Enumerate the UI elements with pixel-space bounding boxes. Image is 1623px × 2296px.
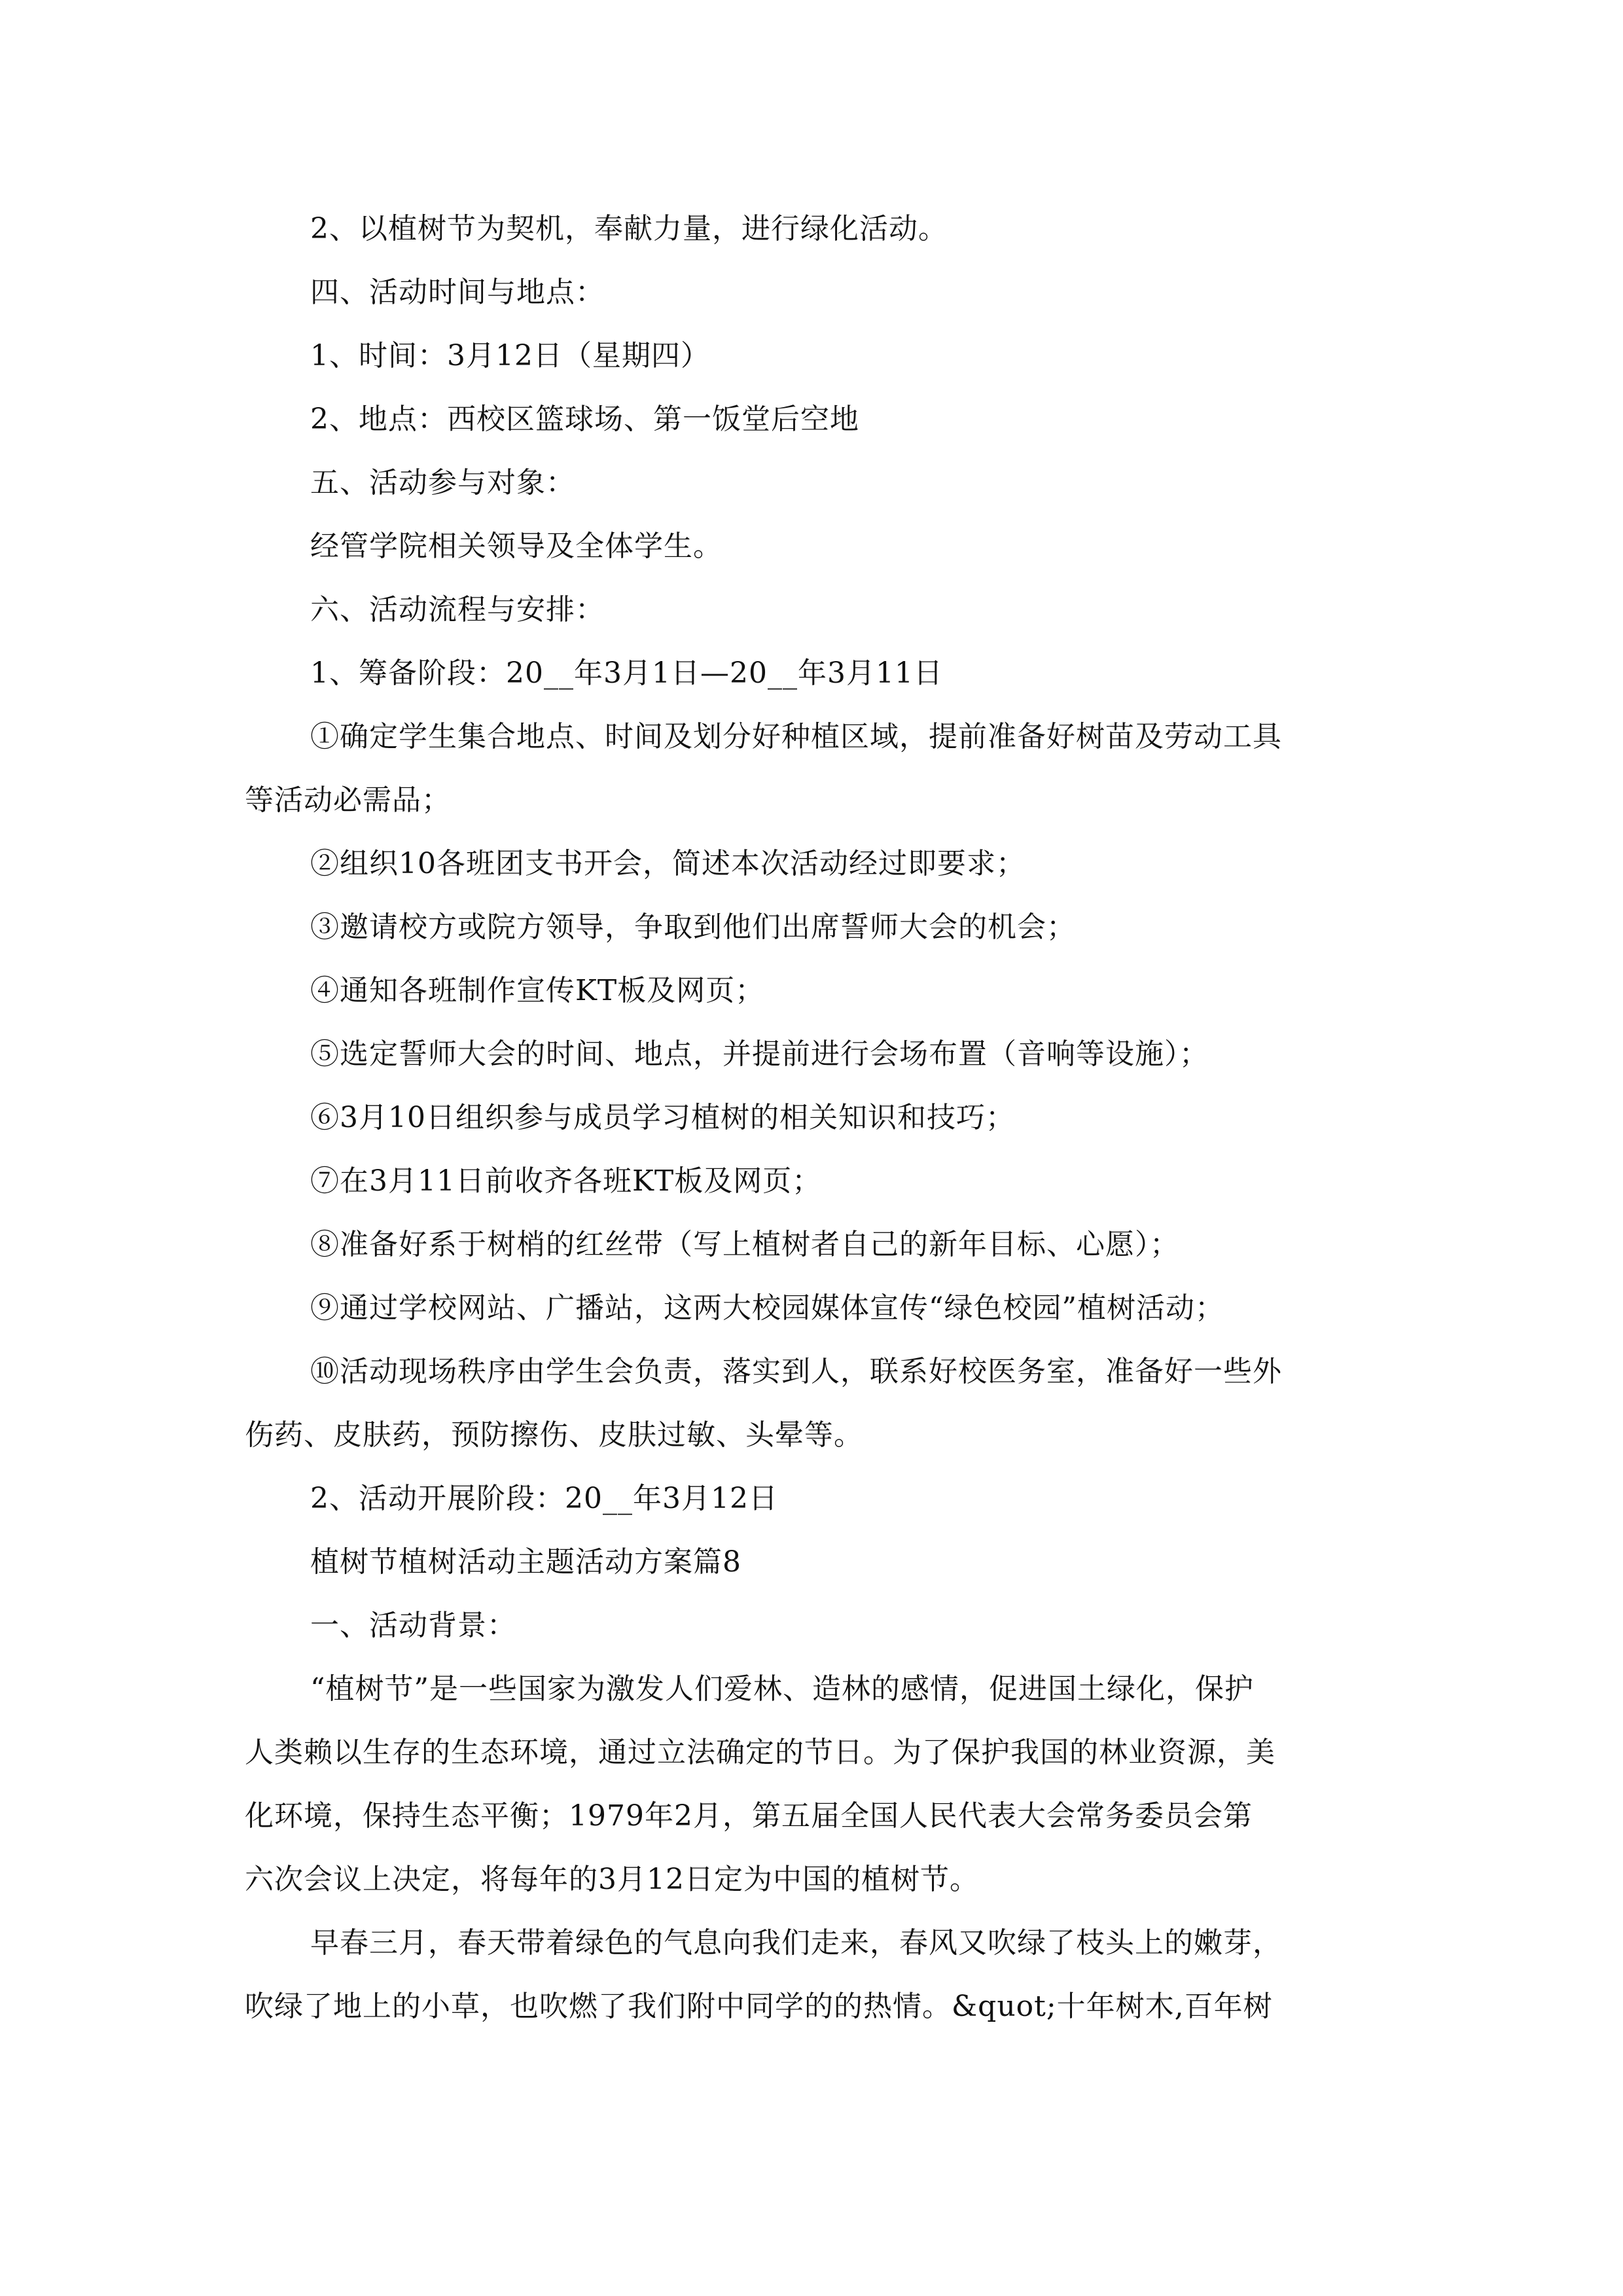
paragraph-line: ①确定学生集合地点、时间及划分好种植区域，提前准备好树苗及劳动工具 <box>310 720 1282 753</box>
paragraph-line: ⑥3月10日组织参与成员学习植树的相关知识和技巧； <box>310 1101 1015 1134</box>
paragraph-line: 伤药、皮肤药，预防擦伤、皮肤过敏、头晕等。 <box>245 1418 863 1452</box>
paragraph-line: ②组织10各班团支书开会，简述本次活动经过即要求； <box>310 847 1026 880</box>
paragraph-line: ⑨通过学校网站、广播站，这两大校园媒体宣传“绿色校园”植树活动； <box>310 1291 1224 1325</box>
section-heading: 六、活动流程与安排： <box>310 593 605 626</box>
paragraph-line: 1、时间：3月12日（星期四） <box>310 339 710 372</box>
paragraph-line: 2、活动开展阶段：20__年3月12日 <box>310 1482 778 1515</box>
paragraph-line: 2、地点：西校区篮球场、第一饭堂后空地 <box>310 403 859 436</box>
section-heading: 五、活动参与对象： <box>310 466 575 499</box>
paragraph-line: 2、以植树节为契机，奉献力量，进行绿化活动。 <box>310 212 948 245</box>
paragraph-line: ⑩活动现场秩序由学生会负责，落实到人，联系好校医务室，准备好一些外 <box>310 1355 1282 1388</box>
paragraph-line: 1、筹备阶段：20__年3月1日—20__年3月11日 <box>310 656 943 690</box>
paragraph-line: ④通知各班制作宣传KT板及网页； <box>310 974 765 1007</box>
paragraph-line: 经管学院相关领导及全体学生。 <box>310 529 722 563</box>
paragraph-line: 化环境，保持生态平衡；1979年2月，第五届全国人民代表大会常务委员会第 <box>245 1799 1253 1833</box>
paragraph-line: 人类赖以生存的生态环境，通过立法确定的节日。为了保护我国的林业资源，美 <box>245 1736 1275 1769</box>
paragraph-line: 等活动必需品； <box>245 783 451 817</box>
paragraph-line: “植树节”是一些国家为激发人们爱林、造林的感情，促进国土绿化，保护 <box>310 1672 1254 1706</box>
paragraph-line: 六次会议上决定，将每年的3月12日定为中国的植树节。 <box>245 1863 979 1896</box>
paragraph-line: ⑧准备好系于树梢的红丝带（写上植树者自己的新年目标、心愿）； <box>310 1228 1179 1261</box>
section-heading: 一、活动背景： <box>310 1609 516 1642</box>
paragraph-line: 早春三月，春天带着绿色的气息向我们走来，春风又吹绿了枝头上的嫩芽， <box>310 1926 1282 1960</box>
section-heading: 四、活动时间与地点： <box>310 276 605 309</box>
paragraph-line: ⑦在3月11日前收齐各班KT板及网页； <box>310 1164 822 1198</box>
paragraph-line: 吹绿了地上的小草，也吹燃了我们附中同学的的热情。&quot;十年树木,百年树 <box>245 1990 1273 2023</box>
paragraph-line: ⑤选定誓师大会的时间、地点，并提前进行会场布置（音响等设施）； <box>310 1037 1209 1071</box>
paragraph-line: ③邀请校方或院方领导，争取到他们出席誓师大会的机会； <box>310 910 1076 944</box>
section-title: 植树节植树活动主题活动方案篇8 <box>310 1545 741 1579</box>
